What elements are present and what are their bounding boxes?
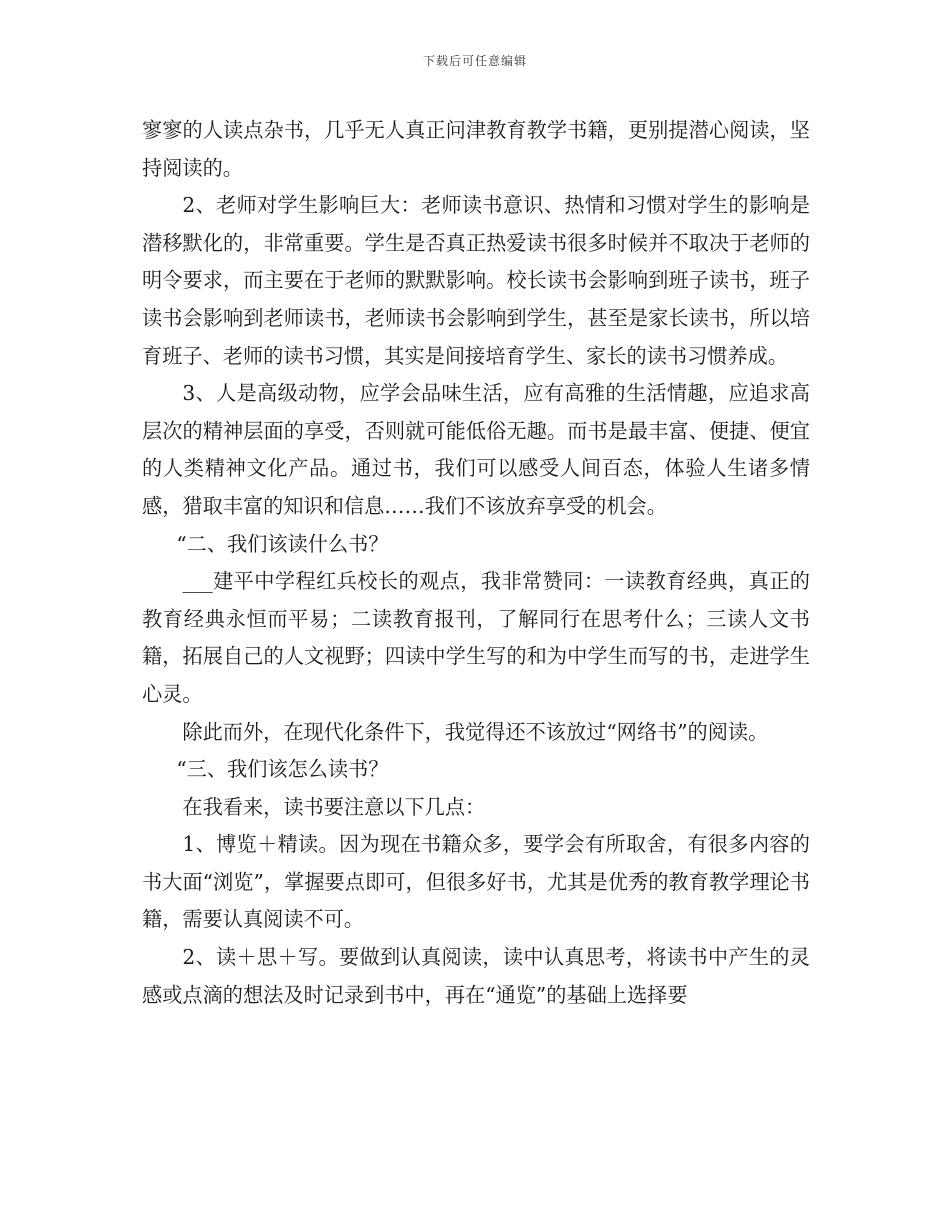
paragraph-point-3-spiritual-life: 3、人是高级动物，应学会品味生活，应有高雅的生活情趣，应追求高层次的精神层面的享受，否则就可能低俗无趣。而书是最丰富、便捷、便宜的人类精神文化产品。通过书，我们可以感受人间百态，体验人生诸多情感，猎取丰富的知识和信息……我们不该放弃享受的机会。 [142, 381, 810, 518]
section-heading-how-to-read: “三、我们该怎么读书？ [176, 757, 389, 782]
paragraph-reading-categories: ___建平中学程红兵校长的观点，我非常赞同：一读教育经典，真正的教育经典永恒而平易；二读教育报刊，了解同行在思考什么；三读人文书籍，拓展自己的人文视野；四读中学生写的和为中学生而写的书，走进学生心灵。 [142, 569, 810, 706]
document-body [142, 112, 810, 1014]
page-header: 下载后可任意编辑 [422, 54, 527, 68]
paragraph-point-2-teacher-influence: 2、老师对学生影响巨大：老师读书意识、热情和习惯对学生的影响是潜移默化的，非常重要。学生是否真正热爱读书很多时候并不取决于老师的明令要求，而主要在于老师的默默影响。校长读书会影响到班子读书，班子读书会影响到老师读书，老师读书会影响到学生，甚至是家长读书，所以培育班子、老师的读书习惯，其实是间接培育学生、家长的读书习惯养成。 [142, 193, 810, 368]
paragraph-point-1-browse-and-intensive: 1、博览＋精读。因为现在书籍众多，要学会有所取舍，有很多内容的书大面“浏览”，掌握要点即可，但很多好书，尤其是优秀的教育教学理论书籍，需要认真阅读不可。 [142, 832, 810, 932]
section-heading-what-to-read: “二、我们该读什么书？ [176, 531, 389, 556]
paragraph-continuation: 寥寥的人读点杂书，几乎无人真正问津教育教学书籍，更别提潜心阅读，坚持阅读的。 [142, 118, 810, 180]
paragraph-point-2-read-think-write: 2、读＋思＋写。要做到认真阅读，读中认真思考，将读书中产生的灵感或点滴的想法及时记录到书中，再在“通览”的基础上选择要 [142, 945, 810, 1007]
paragraph-online-books: 除此而外，在现代化条件下，我觉得还不该放过“网络书”的阅读。 [182, 719, 769, 744]
paragraph-reading-points-intro: 在我看来，读书要注意以下几点： [182, 794, 486, 819]
